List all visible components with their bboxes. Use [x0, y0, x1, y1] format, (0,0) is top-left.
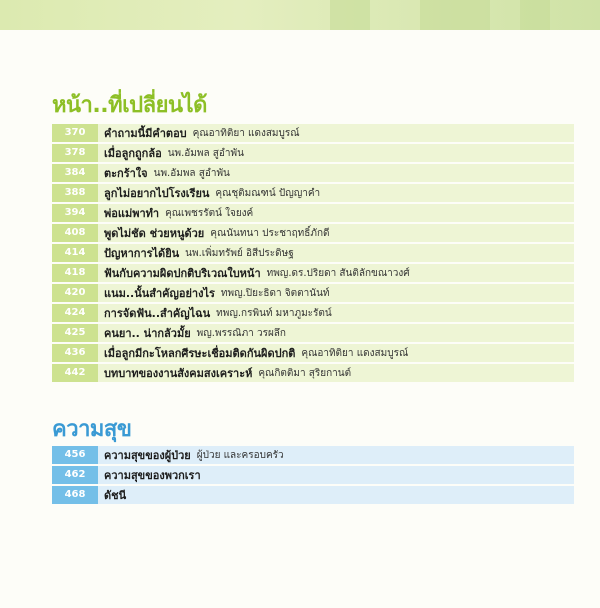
- entry-author: คุณอาทิติยา แดงสมบูรณ์: [192, 127, 300, 139]
- toc-row[interactable]: [52, 364, 574, 382]
- section-title-happiness: ความสุข: [52, 417, 132, 442]
- toc-row[interactable]: [52, 324, 574, 342]
- toc-row[interactable]: [52, 264, 574, 282]
- page-number: 420: [52, 284, 98, 302]
- entry-title: บทบาทของงานสังคมสงเคราะห์: [104, 367, 253, 380]
- entry-title: เมื่อลูกถูกล้อ: [104, 147, 162, 160]
- entry-bar: [98, 264, 574, 282]
- page-number: 436: [52, 344, 98, 362]
- entry-bar: [98, 466, 574, 484]
- page-number: 378: [52, 144, 98, 162]
- entry-title: พ่อแม่พาทำ: [104, 207, 160, 220]
- toc-row[interactable]: [52, 344, 574, 362]
- top-decorative-band: [0, 0, 600, 30]
- entry-bar: [98, 364, 574, 382]
- entry-bar: [98, 446, 574, 464]
- entry-bar: [98, 204, 574, 222]
- entry-bar: [98, 124, 574, 142]
- entry-author: คุณกิตติมา สุริยกานต์: [258, 367, 352, 379]
- entry-title: ตะกร้าใจ: [104, 167, 148, 180]
- toc-row[interactable]: [52, 184, 574, 202]
- entry-author: นพ.อัมพล สูอำพัน: [153, 167, 230, 179]
- entry-bar: [98, 244, 574, 262]
- entry-author: คุณชุติมณฑน์ ปัญญาคำ: [215, 187, 321, 199]
- entry-bar: [98, 344, 574, 362]
- entry-author: ผู้ป่วย และครอบครัว: [196, 449, 284, 461]
- page-number: 424: [52, 304, 98, 322]
- page-number: 442: [52, 364, 98, 382]
- page-number: 425: [52, 324, 98, 342]
- entry-bar: [98, 324, 574, 342]
- entry-bar: [98, 304, 574, 322]
- entry-author: นพ.อัมพล สูอำพัน: [167, 147, 244, 159]
- toc-row[interactable]: [52, 204, 574, 222]
- toc-row[interactable]: [52, 284, 574, 302]
- entry-title: ดัชนี: [104, 489, 127, 502]
- toc-list-changeable-face: [52, 124, 574, 384]
- page-number: 370: [52, 124, 98, 142]
- entry-bar: [98, 486, 574, 504]
- page-number: 462: [52, 466, 98, 484]
- entry-title: ความสุขของผู้ป่วย: [104, 449, 191, 462]
- entry-bar: [98, 284, 574, 302]
- page-number: 394: [52, 204, 98, 222]
- entry-bar: [98, 184, 574, 202]
- toc-row[interactable]: [52, 124, 574, 142]
- entry-author: นพ.เพิ่มทรัพย์ อิสีประดิษฐ: [185, 247, 294, 259]
- entry-author: คุณอาทิติยา แดงสมบูรณ์: [301, 347, 409, 359]
- entry-title: คนยา.. น่ากลัวมั้ย: [104, 327, 191, 340]
- entry-title: ลูกไม่อยากไปโรงเรียน: [104, 187, 210, 200]
- entry-bar: [98, 224, 574, 242]
- entry-title: แนม..นั้นสำคัญอย่างไร: [104, 287, 215, 300]
- section-title-changeable-face: หน้า..ที่เปลี่ยนได้: [52, 93, 207, 118]
- entry-bar: [98, 164, 574, 182]
- toc-row[interactable]: [52, 144, 574, 162]
- toc-row[interactable]: [52, 466, 574, 484]
- entry-bar: [98, 144, 574, 162]
- toc-row[interactable]: [52, 164, 574, 182]
- band-stripe: [330, 0, 370, 30]
- entry-title: คำถามนี้มีคำตอบ: [104, 127, 187, 140]
- entry-title: เมื่อลูกมีกะโหลกศีรษะเชื่อมติดกันผิดปกติ: [104, 347, 296, 360]
- entry-title: ปัญหาการได้ยิน: [104, 247, 180, 260]
- entry-author: คุณนันทนา ประชาฤทธิ์ภักดี: [210, 227, 330, 239]
- band-stripe: [520, 0, 550, 30]
- page-number: 468: [52, 486, 98, 504]
- page-number: 388: [52, 184, 98, 202]
- entry-title: การจัดฟัน..สำคัญไฉน: [104, 307, 211, 320]
- toc-row[interactable]: [52, 446, 574, 464]
- entry-author: พญ.พรรณิภา วรผลึก: [196, 327, 286, 339]
- entry-author: ทพญ.ปิยะธิดา จิตตานันท์: [220, 287, 330, 299]
- page-number: 414: [52, 244, 98, 262]
- toc-list-happiness: [52, 446, 574, 506]
- page-number: 418: [52, 264, 98, 282]
- entry-author: ทพญ.กรพินท์ มหาภูมะรัตน์: [216, 307, 332, 319]
- page-number: 384: [52, 164, 98, 182]
- entry-title: ความสุขของพวกเรา: [104, 469, 201, 482]
- page-number: 408: [52, 224, 98, 242]
- toc-row[interactable]: [52, 224, 574, 242]
- toc-row[interactable]: [52, 244, 574, 262]
- band-stripe: [420, 0, 490, 30]
- toc-row[interactable]: [52, 304, 574, 322]
- entry-author: คุณเพชรรัตน์ ใจยงค์: [165, 207, 254, 219]
- entry-author: ทพญ.ดร.ปริยดา สันติลักขณาวงศ์: [266, 267, 410, 279]
- toc-row[interactable]: [52, 486, 574, 504]
- page-number: 456: [52, 446, 98, 464]
- entry-title: ฟันกับความผิดปกติบริเวณใบหน้า: [104, 267, 261, 280]
- entry-title: พูดไม่ชัด ช่วยหนูด้วย: [104, 227, 205, 240]
